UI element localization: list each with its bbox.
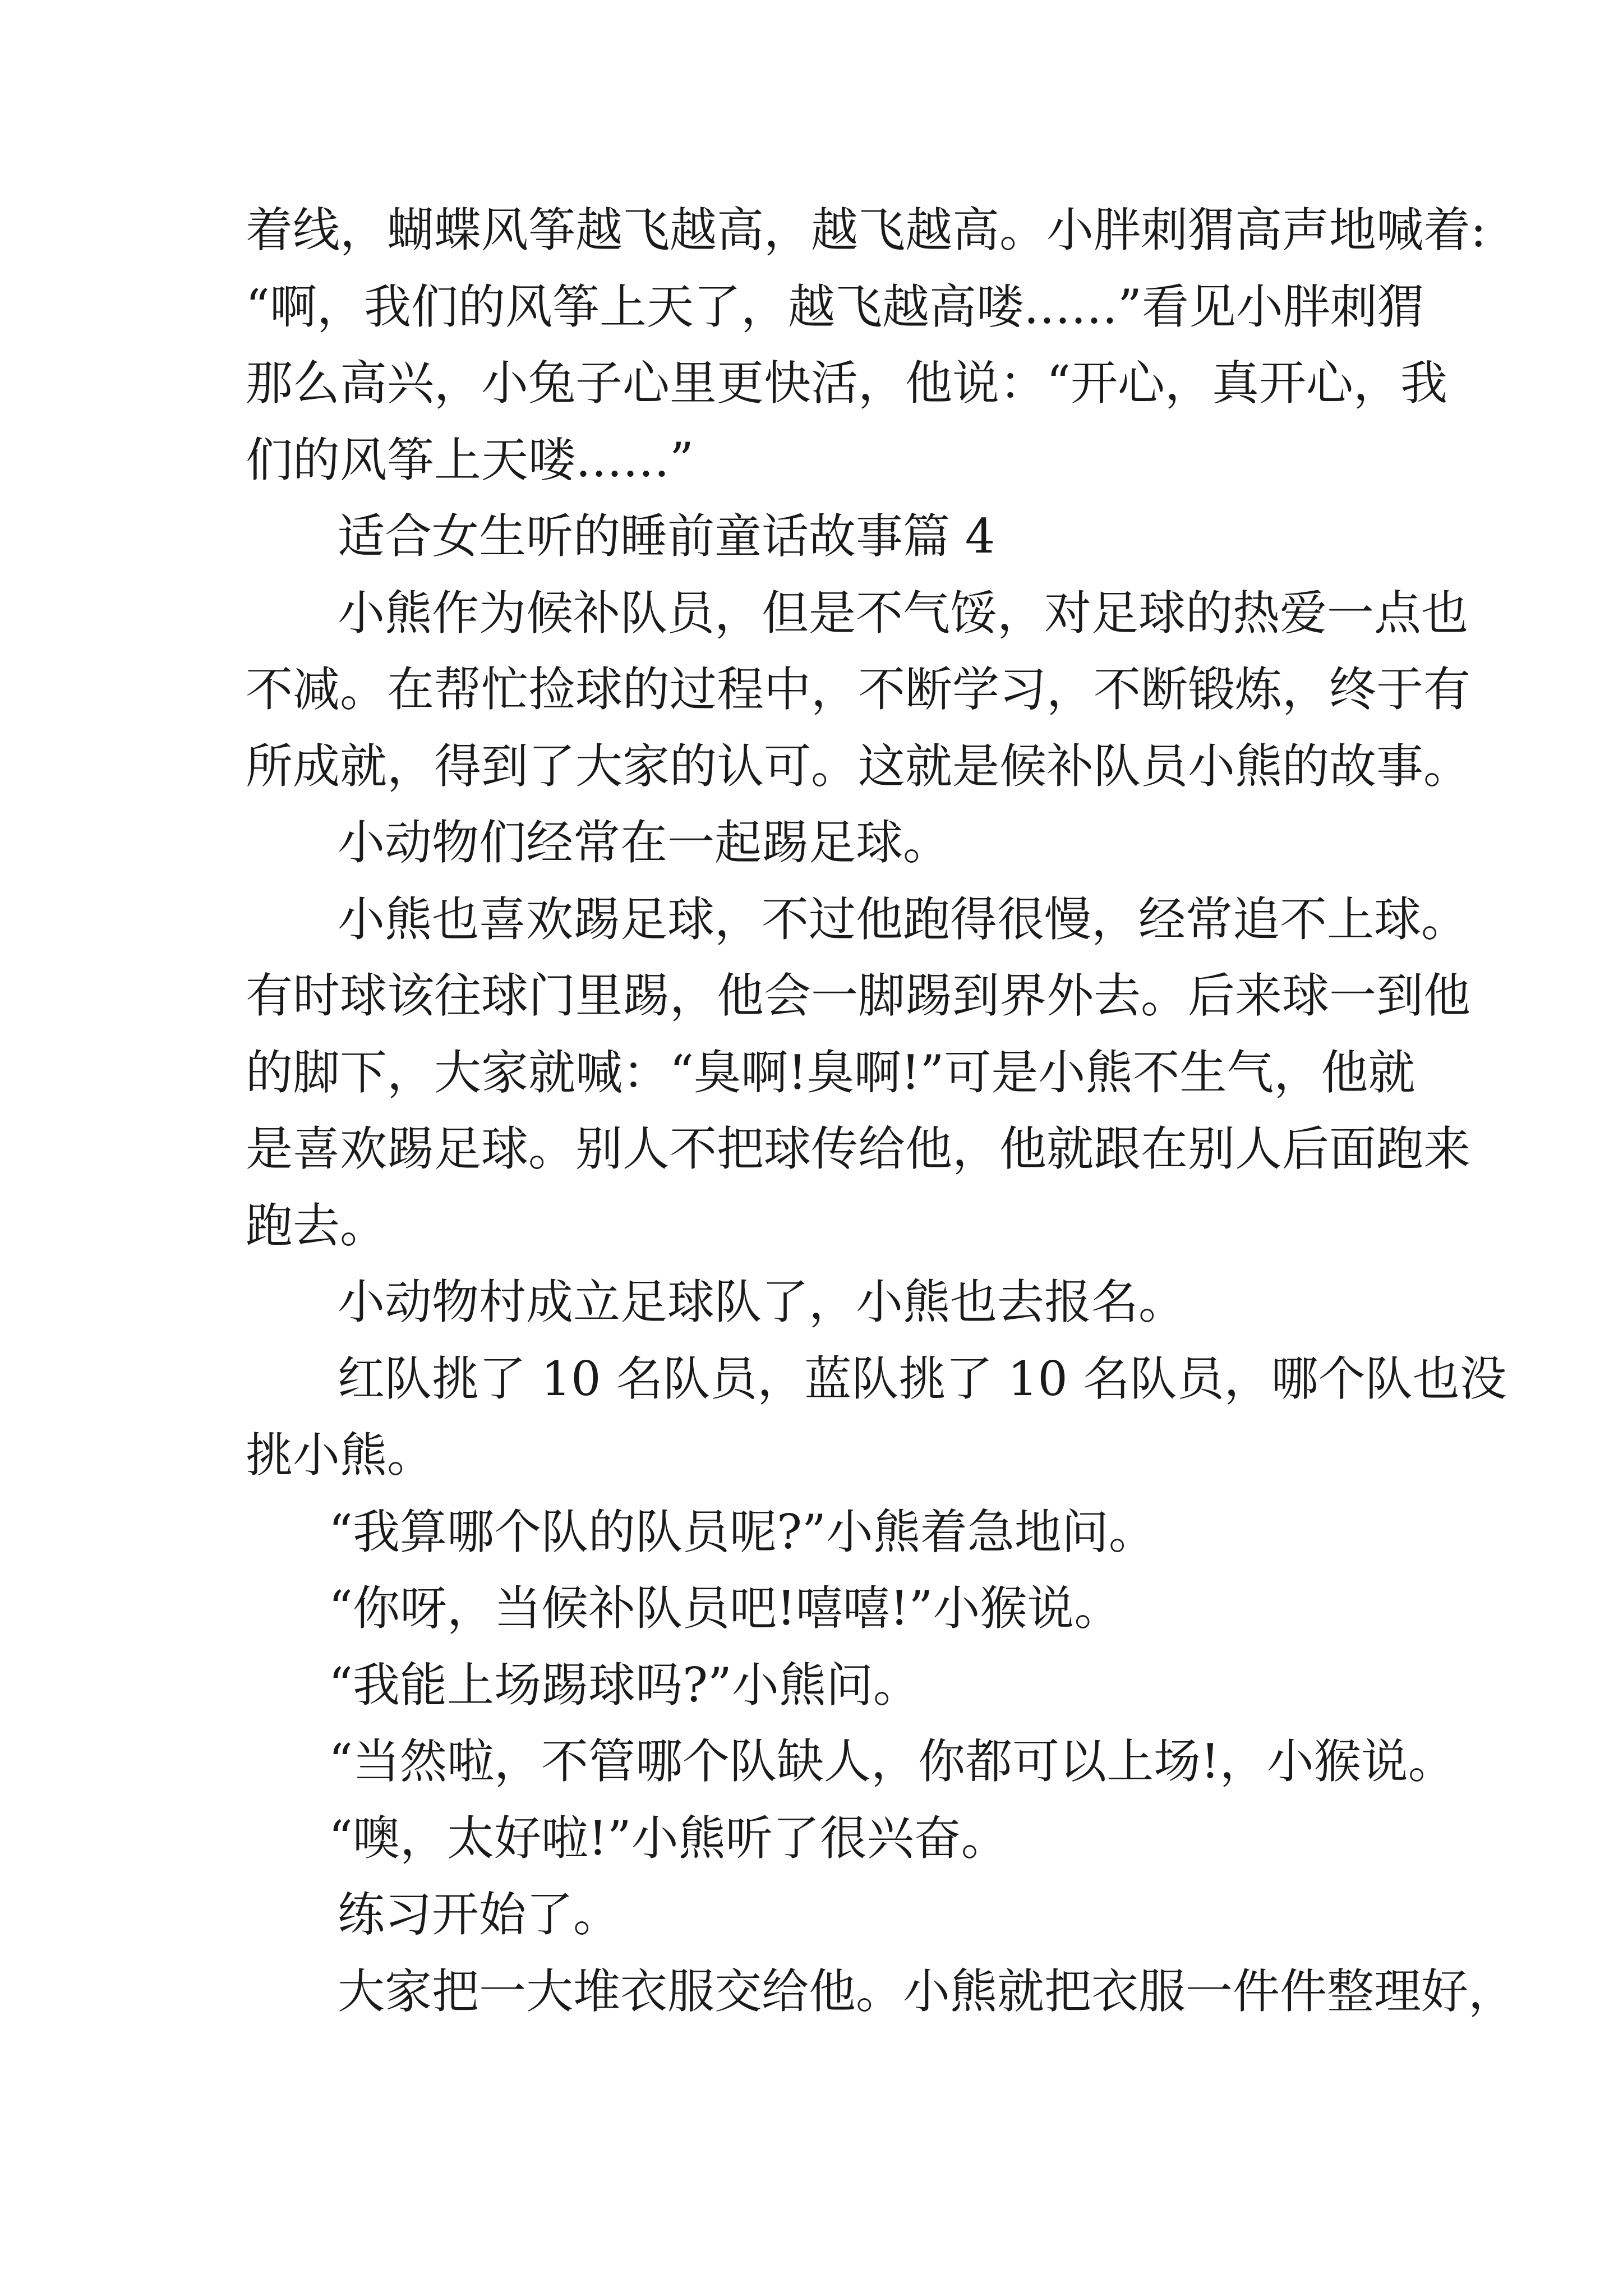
- body-line: 挑小熊。: [246, 1428, 435, 1483]
- body-line: 大家把一大堆衣服交给他。小熊就把衣服一件件整理好，: [338, 1964, 1516, 2019]
- body-line: “啊，我们的风筝上天了，越飞越高喽……”看见小胖刺猬: [246, 279, 1424, 334]
- body-line: 们的风筝上天喽……”: [246, 432, 694, 487]
- body-line: 那么高兴，小兔子心里更快活，他说：“开心，真开心，我: [246, 356, 1447, 411]
- body-line: 练习开始了。: [338, 1887, 621, 1942]
- body-line: 小熊也喜欢踢足球，不过他跑得很慢，经常追不上球。: [338, 892, 1469, 947]
- body-line: 小动物村成立足球队了，小熊也去报名。: [338, 1274, 1186, 1329]
- body-line: 着线，蝴蝶风筝越飞越高，越飞越高。小胖刺猬高声地喊着:: [246, 203, 1487, 257]
- body-line: 小动物们经常在一起踢足球。: [338, 815, 951, 870]
- body-line: 跑去。: [246, 1198, 388, 1253]
- body-line: 不减。在帮忙捡球的过程中，不断学习，不断锻炼，终于有: [246, 662, 1471, 717]
- body-line: 所成就，得到了大家的认可。这就是候补队员小熊的故事。: [246, 739, 1471, 794]
- body-line: 的脚下，大家就喊：“臭啊!臭啊!”可是小熊不生气，他就: [246, 1045, 1415, 1100]
- body-line: “我能上场踢球吗?”小熊问。: [329, 1658, 920, 1713]
- body-line: “你呀，当候补队员吧!嘻嘻!”小猴说。: [329, 1581, 1122, 1636]
- section-heading: 适合女生听的睡前童话故事篇 4: [338, 509, 995, 564]
- body-line: 有时球该往球门里踢，他会一脚踢到界外去。后来球一到他: [246, 968, 1471, 1023]
- body-line: 红队挑了 10 名队员，蓝队挑了 10 名队员，哪个队也没: [338, 1351, 1507, 1406]
- body-line: 是喜欢踢足球。别人不把球传给他，他就跟在别人后面跑来: [246, 1121, 1471, 1176]
- body-line: “我算哪个队的队员呢?”小熊着急地问。: [329, 1504, 1156, 1559]
- body-line: 小熊作为候补队员，但是不气馁，对足球的热爱一点也: [338, 586, 1469, 641]
- body-line: “噢，太好啦!”小熊听了很兴奋。: [329, 1811, 1008, 1866]
- body-line: “当然啦，不管哪个队缺人，你都可以上场!，小猴说。: [329, 1734, 1455, 1789]
